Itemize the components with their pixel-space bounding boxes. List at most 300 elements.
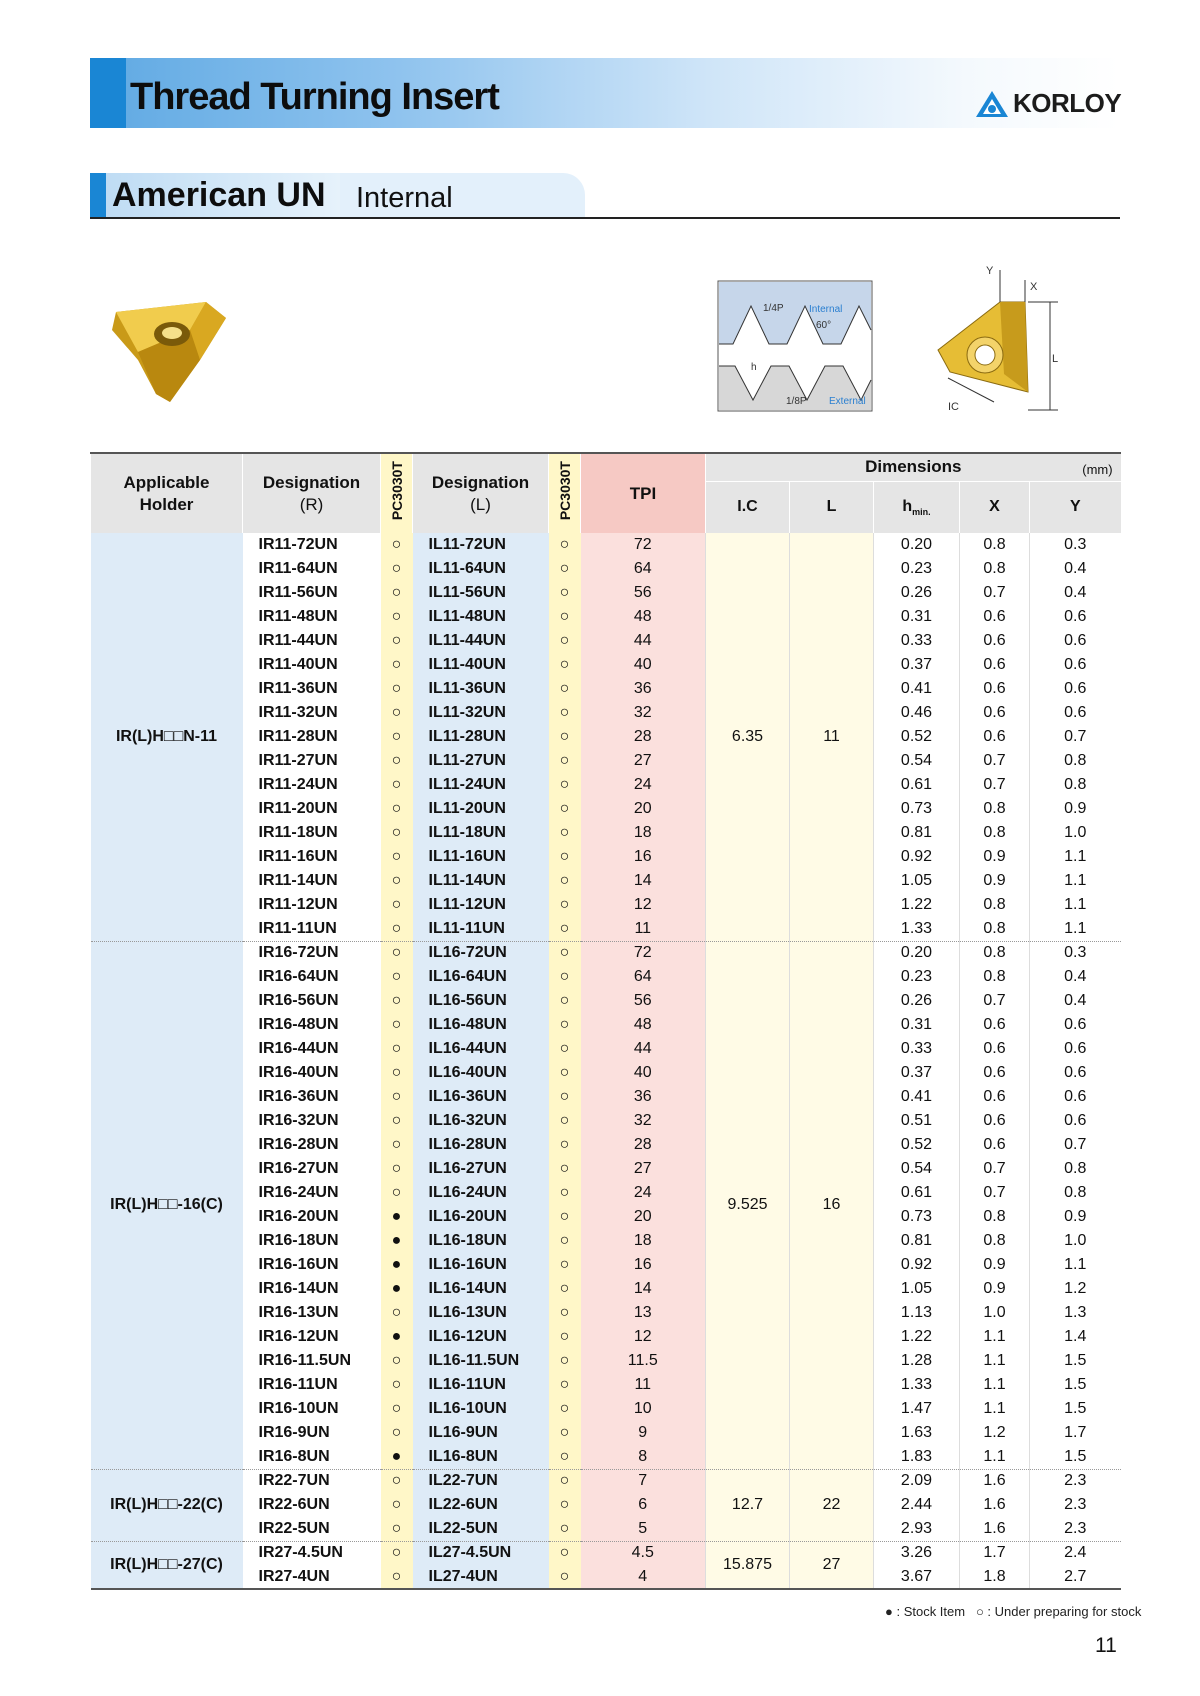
y-cell: 1.3 [1030, 1301, 1121, 1325]
header-hmin [874, 481, 960, 533]
y-cell: 0.9 [1030, 1205, 1121, 1229]
table-row [91, 821, 1121, 845]
ic-cell: 9.525 [706, 941, 790, 1469]
hmin-cell: 0.52 [874, 1133, 960, 1157]
header-h-sub-label: min. [912, 506, 931, 517]
hmin-cell: 0.92 [874, 1253, 960, 1277]
page-number: 11 [1095, 1634, 1117, 1657]
tpi-cell: 18 [581, 1229, 706, 1253]
pc3030t-l-cell: ○ [549, 821, 581, 845]
pc3030t-l-cell: ○ [549, 1133, 581, 1157]
designation-r-cell: IR16-13UN [243, 1301, 381, 1325]
table-row [91, 1109, 1121, 1133]
y-cell: 1.5 [1030, 1445, 1121, 1469]
tpi-cell: 44 [581, 629, 706, 653]
table-row [91, 1253, 1121, 1277]
designation-r-cell: IR16-44UN [243, 1037, 381, 1061]
hmin-cell: 0.46 [874, 701, 960, 725]
table-body [91, 533, 1121, 1589]
x-cell: 0.7 [960, 773, 1030, 797]
x-cell: 0.6 [960, 1061, 1030, 1085]
table-row [91, 797, 1121, 821]
x-cell: 1.1 [960, 1397, 1030, 1421]
x-cell: 0.6 [960, 629, 1030, 653]
y-cell: 1.5 [1030, 1373, 1121, 1397]
designation-r-cell: IR16-11.5UN [243, 1349, 381, 1373]
header-designation-r [243, 453, 381, 533]
tpi-cell: 16 [581, 845, 706, 869]
tpi-cell: 12 [581, 1325, 706, 1349]
tpi-cell: 6 [581, 1493, 706, 1517]
hmin-cell: 1.33 [874, 1373, 960, 1397]
pc3030t-l-cell: ○ [549, 1349, 581, 1373]
ic-cell: 12.7 [706, 1469, 790, 1541]
designation-r-cell: IR16-64UN [243, 965, 381, 989]
y-cell: 1.1 [1030, 917, 1121, 941]
eighth-pitch-label: 1/8P [786, 396, 807, 407]
y-cell: 0.6 [1030, 1061, 1121, 1085]
hmin-cell: 0.54 [874, 1157, 960, 1181]
header-dimensions [706, 453, 1121, 481]
designation-l-cell: IL11-16UN [413, 845, 549, 869]
y-cell: 0.6 [1030, 605, 1121, 629]
header-l [790, 481, 874, 533]
pc3030t-l-cell: ○ [549, 845, 581, 869]
designation-l-cell: IL27-4.5UN [413, 1541, 549, 1565]
designation-r-cell: IR11-44UN [243, 629, 381, 653]
hmin-cell: 0.23 [874, 557, 960, 581]
header-tpi [581, 453, 706, 533]
header-holder [91, 453, 243, 533]
hmin-cell: 1.22 [874, 893, 960, 917]
y-cell: 1.5 [1030, 1349, 1121, 1373]
pc3030t-r-cell: ○ [381, 1133, 413, 1157]
pc3030t-r-cell: ○ [381, 1469, 413, 1493]
hmin-cell: 2.09 [874, 1469, 960, 1493]
tpi-cell: 8 [581, 1445, 706, 1469]
designation-r-cell: IR11-32UN [243, 701, 381, 725]
x-cell: 1.8 [960, 1565, 1030, 1589]
tpi-cell: 56 [581, 581, 706, 605]
pc3030t-r-cell: ○ [381, 725, 413, 749]
tpi-cell: 20 [581, 797, 706, 821]
pc3030t-l-cell: ○ [549, 1205, 581, 1229]
legend-preparing: ○ : Under preparing for stock [975, 1604, 1142, 1619]
x-cell: 0.7 [960, 1157, 1030, 1181]
designation-l-cell: IL11-48UN [413, 605, 549, 629]
pc3030t-r-cell: ○ [381, 773, 413, 797]
y-cell: 1.7 [1030, 1421, 1121, 1445]
tpi-cell: 12 [581, 893, 706, 917]
designation-r-cell: IR11-36UN [243, 677, 381, 701]
l-cell: 22 [790, 1469, 874, 1541]
designation-l-cell: IL11-28UN [413, 725, 549, 749]
designation-r-cell: IR16-10UN [243, 1397, 381, 1421]
hmin-cell: 0.81 [874, 1229, 960, 1253]
x-cell: 1.6 [960, 1469, 1030, 1493]
designation-l-cell: IL11-32UN [413, 701, 549, 725]
designation-l-cell: IL16-16UN [413, 1253, 549, 1277]
designation-r-cell: IR11-11UN [243, 917, 381, 941]
header-pc3030t-r-label: PC3030T [388, 461, 405, 521]
designation-l-cell: IL16-10UN [413, 1397, 549, 1421]
tpi-cell: 28 [581, 725, 706, 749]
pc3030t-l-cell: ○ [549, 1037, 581, 1061]
y-cell: 1.0 [1030, 1229, 1121, 1253]
x-cell: 1.1 [960, 1445, 1030, 1469]
tpi-cell: 4.5 [581, 1541, 706, 1565]
pc3030t-r-cell: ○ [381, 581, 413, 605]
designation-r-cell: IR22-6UN [243, 1493, 381, 1517]
header-designation-r-line2: (R) [299, 494, 324, 514]
header-x-label: X [989, 498, 1000, 516]
x-cell: 0.7 [960, 581, 1030, 605]
pc3030t-l-cell: ○ [549, 1469, 581, 1493]
hmin-cell: 0.31 [874, 605, 960, 629]
pc3030t-l-cell: ○ [549, 941, 581, 965]
y-cell: 2.3 [1030, 1493, 1121, 1517]
header-designation-l-line1: Designation [431, 472, 530, 492]
hmin-cell: 0.52 [874, 725, 960, 749]
table-row [91, 1493, 1121, 1517]
pc3030t-l-cell: ○ [549, 1061, 581, 1085]
tpi-cell: 36 [581, 1085, 706, 1109]
l-dim-label: L [1052, 353, 1059, 365]
pc3030t-l-cell: ○ [549, 1301, 581, 1325]
designation-l-cell: IL11-56UN [413, 581, 549, 605]
tpi-cell: 5 [581, 1517, 706, 1541]
designation-r-cell: IR16-27UN [243, 1157, 381, 1181]
hmin-cell: 0.33 [874, 1037, 960, 1061]
x-cell: 1.1 [960, 1349, 1030, 1373]
pc3030t-l-cell: ○ [549, 653, 581, 677]
tpi-cell: 24 [581, 773, 706, 797]
table-row [91, 533, 1121, 557]
hmin-cell: 1.22 [874, 1325, 960, 1349]
tpi-cell: 32 [581, 1109, 706, 1133]
y-cell: 0.4 [1030, 581, 1121, 605]
hmin-cell: 0.20 [874, 941, 960, 965]
header-designation-l [413, 453, 549, 533]
designation-l-cell: IL11-24UN [413, 773, 549, 797]
internal-label: Internal [809, 304, 843, 315]
y-cell: 0.8 [1030, 773, 1121, 797]
table-row [91, 1373, 1121, 1397]
header-ic [706, 481, 790, 533]
hmin-cell: 0.23 [874, 965, 960, 989]
pc3030t-r-cell: ○ [381, 821, 413, 845]
pc3030t-l-cell: ○ [549, 1445, 581, 1469]
designation-l-cell: IL16-32UN [413, 1109, 549, 1133]
designation-r-cell: IR16-36UN [243, 1085, 381, 1109]
table-row [91, 773, 1121, 797]
pc3030t-r-cell: ○ [381, 1085, 413, 1109]
header-x [960, 481, 1030, 533]
pc3030t-r-cell: ○ [381, 1037, 413, 1061]
designation-r-cell: IR16-24UN [243, 1181, 381, 1205]
x-cell: 0.8 [960, 557, 1030, 581]
header-l-label: L [826, 498, 837, 516]
designation-r-cell: IR11-18UN [243, 821, 381, 845]
designation-l-cell: IL16-48UN [413, 1013, 549, 1037]
quarter-pitch-label: 1/4P [763, 303, 784, 314]
tpi-cell: 4 [581, 1565, 706, 1589]
hmin-cell: 0.51 [874, 1109, 960, 1133]
section-title: American UN [112, 176, 326, 214]
table-row [91, 677, 1121, 701]
x-cell: 1.0 [960, 1301, 1030, 1325]
ic-cell: 15.875 [706, 1541, 790, 1589]
table-row [91, 605, 1121, 629]
x-cell: 0.6 [960, 725, 1030, 749]
tpi-cell: 72 [581, 941, 706, 965]
pc3030t-l-cell: ○ [549, 1277, 581, 1301]
designation-l-cell: IL16-44UN [413, 1037, 549, 1061]
pc3030t-l-cell: ○ [549, 1397, 581, 1421]
pc3030t-r-cell: ● [381, 1277, 413, 1301]
header-designation-l-line2: (L) [470, 494, 491, 514]
tpi-cell: 28 [581, 1133, 706, 1157]
korloy-logo-icon [975, 90, 1009, 118]
pc3030t-l-cell: ○ [549, 797, 581, 821]
x-cell: 0.9 [960, 1277, 1030, 1301]
designation-r-cell: IR16-11UN [243, 1373, 381, 1397]
pc3030t-l-cell: ○ [549, 1325, 581, 1349]
pc3030t-l-cell: ○ [549, 917, 581, 941]
y-cell: 0.8 [1030, 1157, 1121, 1181]
hmin-cell: 1.28 [874, 1349, 960, 1373]
designation-r-cell: IR11-24UN [243, 773, 381, 797]
hmin-cell: 0.31 [874, 1013, 960, 1037]
x-cell: 0.8 [960, 821, 1030, 845]
designation-l-cell: IL16-12UN [413, 1325, 549, 1349]
table-row [91, 653, 1121, 677]
pc3030t-l-cell: ○ [549, 629, 581, 653]
table-row [91, 1325, 1121, 1349]
pc3030t-r-cell: ○ [381, 701, 413, 725]
x-cell: 0.6 [960, 1037, 1030, 1061]
x-cell: 0.8 [960, 797, 1030, 821]
ic-cell: 6.35 [706, 533, 790, 941]
tpi-cell: 11 [581, 917, 706, 941]
pc3030t-r-cell: ○ [381, 1013, 413, 1037]
y-cell: 0.6 [1030, 1037, 1121, 1061]
y-cell: 0.6 [1030, 1013, 1121, 1037]
pc3030t-l-cell: ○ [549, 1109, 581, 1133]
ic-dim-label: IC [948, 401, 959, 413]
tpi-cell: 27 [581, 749, 706, 773]
x-cell: 0.6 [960, 1109, 1030, 1133]
designation-l-cell: IL16-18UN [413, 1229, 549, 1253]
pc3030t-l-cell: ○ [549, 965, 581, 989]
header-holder-label: Applicable Holder [123, 472, 210, 514]
x-cell: 1.6 [960, 1517, 1030, 1541]
x-cell: 1.1 [960, 1373, 1030, 1397]
y-cell: 1.0 [1030, 821, 1121, 845]
header-designation-r-line1: Designation [262, 472, 361, 492]
pc3030t-r-cell: ○ [381, 1349, 413, 1373]
header-unit-label: (mm) [1082, 462, 1113, 477]
pc3030t-l-cell: ○ [549, 533, 581, 557]
hmin-cell: 0.92 [874, 845, 960, 869]
y-cell: 1.1 [1030, 893, 1121, 917]
brand-name: KORLOY [1013, 88, 1122, 118]
x-cell: 0.7 [960, 749, 1030, 773]
table-row [91, 1301, 1121, 1325]
hmin-cell: 0.26 [874, 581, 960, 605]
table-row [91, 629, 1121, 653]
pc3030t-l-cell: ○ [549, 725, 581, 749]
pc3030t-r-cell: ○ [381, 749, 413, 773]
designation-r-cell: IR11-40UN [243, 653, 381, 677]
tpi-cell: 44 [581, 1037, 706, 1061]
x-cell: 0.8 [960, 893, 1030, 917]
designation-l-cell: IL16-8UN [413, 1445, 549, 1469]
designation-r-cell: IR16-28UN [243, 1133, 381, 1157]
pc3030t-r-cell: ○ [381, 557, 413, 581]
tpi-cell: 14 [581, 1277, 706, 1301]
y-cell: 2.3 [1030, 1469, 1121, 1493]
tpi-cell: 36 [581, 677, 706, 701]
designation-r-cell: IR11-28UN [243, 725, 381, 749]
designation-l-cell: IL16-11.5UN [413, 1349, 549, 1373]
pc3030t-r-cell: ● [381, 1229, 413, 1253]
table-row [91, 1133, 1121, 1157]
pc3030t-l-cell: ○ [549, 1493, 581, 1517]
pc3030t-r-cell: ○ [381, 1565, 413, 1589]
designation-l-cell: IL11-44UN [413, 629, 549, 653]
tpi-cell: 7 [581, 1469, 706, 1493]
x-cell: 0.9 [960, 1253, 1030, 1277]
y-cell: 1.1 [1030, 869, 1121, 893]
thread-profile-diagram [717, 280, 873, 412]
pc3030t-l-cell: ○ [549, 581, 581, 605]
y-cell: 0.8 [1030, 749, 1121, 773]
designation-r-cell: IR11-64UN [243, 557, 381, 581]
y-cell: 0.4 [1030, 965, 1121, 989]
y-cell: 1.1 [1030, 1253, 1121, 1277]
hmin-cell: 0.37 [874, 653, 960, 677]
designation-r-cell: IR16-56UN [243, 989, 381, 1013]
x-cell: 0.8 [960, 1229, 1030, 1253]
pc3030t-r-cell: ● [381, 1205, 413, 1229]
designation-l-cell: IL11-36UN [413, 677, 549, 701]
header-y [1030, 481, 1121, 533]
x-cell: 0.6 [960, 1085, 1030, 1109]
hmin-cell: 1.63 [874, 1421, 960, 1445]
tpi-cell: 64 [581, 965, 706, 989]
section-accent-bar [90, 173, 106, 217]
designation-r-cell: IR22-7UN [243, 1469, 381, 1493]
y-cell: 0.4 [1030, 989, 1121, 1013]
hmin-cell: 1.83 [874, 1445, 960, 1469]
y-cell: 2.4 [1030, 1541, 1121, 1565]
table-row [91, 893, 1121, 917]
legend-stock: ● : Stock Item [885, 1604, 966, 1619]
y-cell: 0.3 [1030, 533, 1121, 557]
designation-r-cell: IR27-4.5UN [243, 1541, 381, 1565]
table-row [91, 1397, 1121, 1421]
insert-spec-table [90, 452, 1121, 1590]
pc3030t-r-cell: ○ [381, 533, 413, 557]
designation-r-cell: IR16-9UN [243, 1421, 381, 1445]
tpi-cell: 48 [581, 605, 706, 629]
x-cell: 0.6 [960, 1013, 1030, 1037]
pc3030t-l-cell: ○ [549, 773, 581, 797]
designation-l-cell: IL16-27UN [413, 1157, 549, 1181]
x-cell: 0.9 [960, 845, 1030, 869]
designation-r-cell: IR16-48UN [243, 1013, 381, 1037]
pc3030t-r-cell: ○ [381, 1181, 413, 1205]
designation-r-cell: IR11-56UN [243, 581, 381, 605]
hmin-cell: 1.33 [874, 917, 960, 941]
pc3030t-r-cell: ○ [381, 869, 413, 893]
tpi-cell: 56 [581, 989, 706, 1013]
pc3030t-l-cell: ○ [549, 1085, 581, 1109]
pc3030t-r-cell: ○ [381, 797, 413, 821]
designation-l-cell: IL22-5UN [413, 1517, 549, 1541]
y-cell: 0.8 [1030, 1181, 1121, 1205]
hmin-cell: 0.41 [874, 677, 960, 701]
tpi-cell: 9 [581, 1421, 706, 1445]
y-cell: 0.7 [1030, 725, 1121, 749]
tpi-cell: 32 [581, 701, 706, 725]
designation-l-cell: IL16-11UN [413, 1373, 549, 1397]
table-row [91, 1349, 1121, 1373]
x-cell: 0.6 [960, 677, 1030, 701]
hmin-cell: 0.26 [874, 989, 960, 1013]
tpi-cell: 18 [581, 821, 706, 845]
tpi-cell: 24 [581, 1181, 706, 1205]
hmin-cell: 3.67 [874, 1565, 960, 1589]
header-tpi-label: TPI [629, 483, 657, 503]
designation-r-cell: IR22-5UN [243, 1517, 381, 1541]
page-title: Thread Turning Insert [130, 76, 499, 118]
holder-cell: IR(L)H□□-16(C) [91, 941, 243, 1469]
pc3030t-l-cell: ○ [549, 701, 581, 725]
designation-l-cell: IL16-56UN [413, 989, 549, 1013]
pc3030t-l-cell: ○ [549, 1013, 581, 1037]
table-row [91, 845, 1121, 869]
header-y-label: Y [1069, 498, 1081, 516]
hmin-cell: 0.20 [874, 533, 960, 557]
table-row [91, 1469, 1121, 1493]
angle-label: 60° [816, 320, 832, 331]
pc3030t-l-cell: ○ [549, 1541, 581, 1565]
x-cell: 1.7 [960, 1541, 1030, 1565]
hmin-cell: 0.54 [874, 749, 960, 773]
x-cell: 0.8 [960, 533, 1030, 557]
designation-r-cell: IR16-20UN [243, 1205, 381, 1229]
pc3030t-r-cell: ● [381, 1445, 413, 1469]
designation-l-cell: IL11-64UN [413, 557, 549, 581]
table-row [91, 1517, 1121, 1541]
table-row [91, 1061, 1121, 1085]
y-cell: 0.6 [1030, 629, 1121, 653]
tpi-cell: 13 [581, 1301, 706, 1325]
y-cell: 1.5 [1030, 1397, 1121, 1421]
table-row [91, 917, 1121, 941]
tpi-cell: 16 [581, 1253, 706, 1277]
table-row [91, 725, 1121, 749]
section-rule [90, 217, 1120, 219]
holder-cell: IR(L)H□□N-11 [91, 533, 243, 941]
pc3030t-r-cell: ○ [381, 1109, 413, 1133]
pc3030t-l-cell: ○ [549, 1229, 581, 1253]
hmin-cell: 0.73 [874, 1205, 960, 1229]
designation-r-cell: IR11-27UN [243, 749, 381, 773]
h-label: h [751, 362, 757, 373]
